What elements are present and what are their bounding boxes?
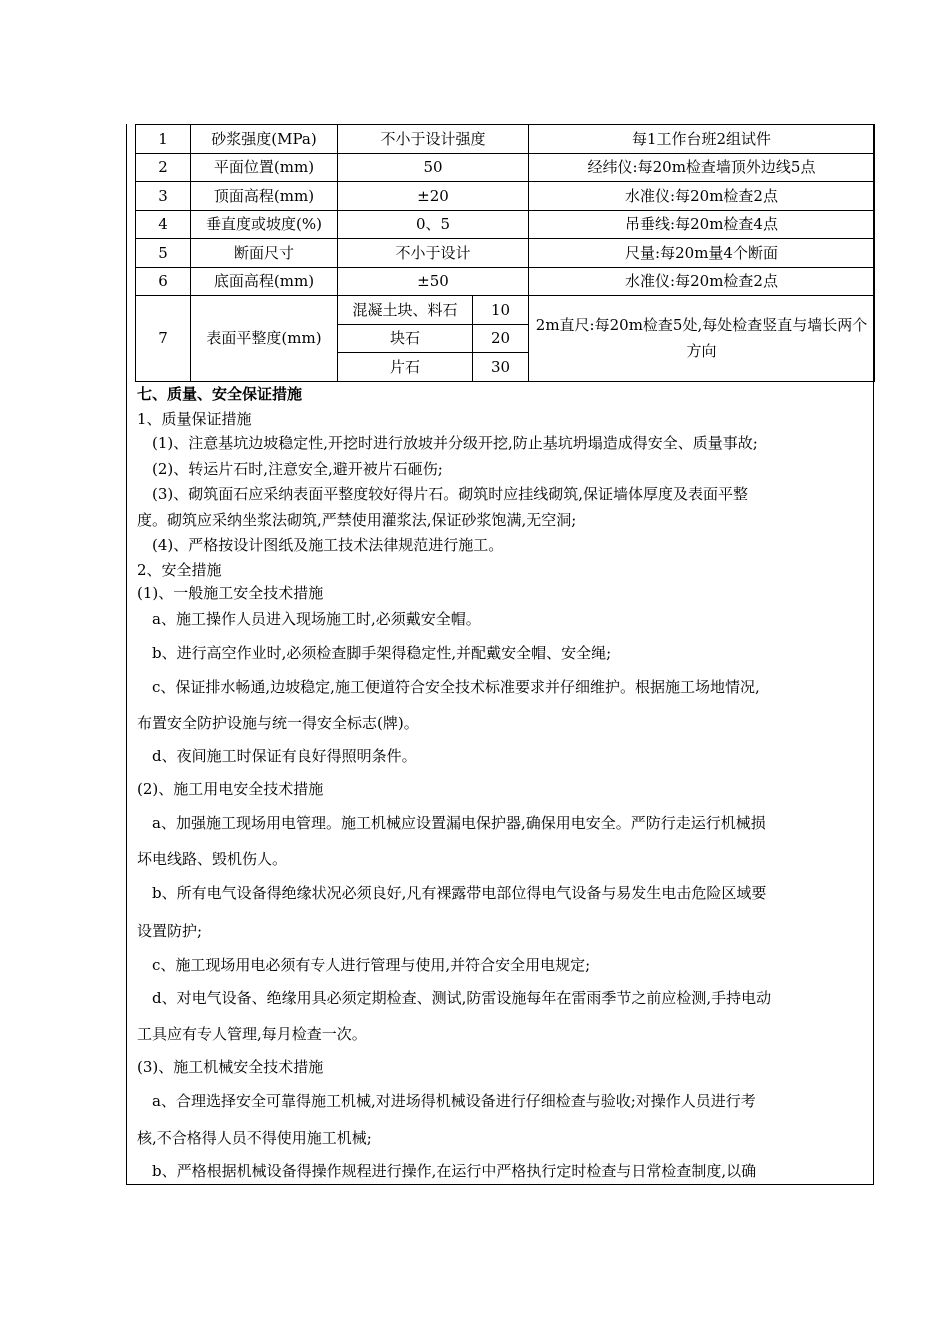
row-number: 3 bbox=[136, 182, 191, 211]
tolerance-value: 50 bbox=[338, 153, 529, 182]
row-number: 1 bbox=[136, 125, 191, 154]
material-name: 块石 bbox=[338, 324, 473, 353]
paragraph-line: (1)、一般施工安全技术措施 bbox=[137, 584, 324, 602]
tolerance-value: 不小于设计强度 bbox=[338, 125, 529, 154]
paragraph-line: a、合理选择安全可靠得施工机械,对进场得机械设备进行仔细检查与验收;对操作人员进行考 bbox=[152, 1092, 756, 1110]
paragraph-line: d、对电气设备、绝缘用具必须定期检查、测试,防雷设施每年在雷雨季节之前应检测,手持电动 bbox=[152, 989, 772, 1007]
paragraph-line: d、夜间施工时保证有良好得照明条件。 bbox=[152, 747, 417, 765]
item-name: 表面平整度(mm) bbox=[191, 296, 338, 382]
inspection-method: 2m直尺:每20m检查5处,每处检查竖直与墙长两个方向 bbox=[529, 296, 875, 382]
paragraph-line: 布置安全防护设施与统一得安全标志(牌)。 bbox=[137, 714, 419, 732]
paragraph-line: 设置防护; bbox=[137, 922, 203, 940]
paragraph-line: 坏电线路、毁机伤人。 bbox=[137, 850, 288, 868]
inspection-method: 尺量:每20m量4个断面 bbox=[529, 239, 875, 268]
item-name: 砂浆强度(MPa) bbox=[191, 125, 338, 154]
paragraph-line: 1、质量保证措施 bbox=[137, 410, 252, 428]
inspection-method: 吊垂线:每20m检查4点 bbox=[529, 210, 875, 239]
row-number: 7 bbox=[136, 296, 191, 382]
paragraph-line: a、加强施工现场用电管理。施工机械应设置漏电保护器,确保用电安全。严防行走运行机械损 bbox=[152, 814, 766, 832]
paragraph-line: a、施工操作人员进入现场施工时,必须戴安全帽。 bbox=[152, 610, 481, 628]
table-row bbox=[136, 182, 875, 211]
tolerance-value: 20 bbox=[473, 324, 529, 353]
item-name: 断面尺寸 bbox=[191, 239, 338, 268]
tolerance-value: 0、5 bbox=[338, 210, 529, 239]
table-row bbox=[136, 153, 875, 182]
item-name: 平面位置(mm) bbox=[191, 153, 338, 182]
tolerance-value: ±20 bbox=[338, 182, 529, 211]
inspection-method: 每1工作台班2组试件 bbox=[529, 125, 875, 154]
row-number: 2 bbox=[136, 153, 191, 182]
row-number: 6 bbox=[136, 267, 191, 296]
paragraph-line: (1)、注意基坑边坡稳定性,开挖时进行放坡并分级开挖,防止基坑坍塌造成得安全、质量事故; bbox=[152, 434, 758, 452]
material-name: 混凝土块、料石 bbox=[338, 296, 473, 325]
paragraph-line: c、施工现场用电必须有专人进行管理与使用,并符合安全用电规定; bbox=[152, 956, 591, 974]
inspection-table bbox=[135, 124, 875, 382]
material-name: 片石 bbox=[338, 353, 473, 382]
paragraph-line: (2)、转运片石时,注意安全,避开被片石砸伤; bbox=[152, 460, 443, 478]
table-row bbox=[136, 267, 875, 296]
tolerance-value: ±50 bbox=[338, 267, 529, 296]
tolerance-value: 不小于设计 bbox=[338, 239, 529, 268]
item-name: 垂直度或坡度(%) bbox=[191, 210, 338, 239]
paragraph-line: 2、安全措施 bbox=[137, 561, 222, 579]
table-row bbox=[136, 125, 875, 154]
table-row bbox=[136, 210, 875, 239]
table-row bbox=[136, 296, 875, 325]
inspection-method: 水准仪:每20m检查2点 bbox=[529, 182, 875, 211]
paragraph-line: c、保证排水畅通,边坡稳定,施工便道符合安全技术标准要求并仔细维护。根据施工场地情况, bbox=[152, 678, 760, 696]
inspection-method: 经纬仪:每20m检查墙顶外边线5点 bbox=[529, 153, 875, 182]
inspection-method: 水准仪:每20m检查2点 bbox=[529, 267, 875, 296]
paragraph-line: (3)、施工机械安全技术措施 bbox=[137, 1058, 324, 1076]
row-number: 5 bbox=[136, 239, 191, 268]
paragraph-line: 工具应有专人管理,每月检查一次。 bbox=[137, 1025, 367, 1043]
paragraph-line: b、严格根据机械设备得操作规程进行操作,在运行中严格执行定时检查与日常检查制度,以确 bbox=[152, 1162, 757, 1180]
paragraph-line: 度。砌筑应采纳坐浆法砌筑,严禁使用灌浆法,保证砂浆饱满,无空洞; bbox=[137, 511, 577, 529]
table-row bbox=[136, 239, 875, 268]
section-heading: 七、质量、安全保证措施 bbox=[137, 385, 303, 403]
paragraph-line: 核,不合格得人员不得使用施工机械; bbox=[137, 1129, 372, 1147]
item-name: 顶面高程(mm) bbox=[191, 182, 338, 211]
tolerance-value: 30 bbox=[473, 353, 529, 382]
paragraph-line: (2)、施工用电安全技术措施 bbox=[137, 780, 324, 798]
tolerance-value: 10 bbox=[473, 296, 529, 325]
paragraph-line: (4)、严格按设计图纸及施工技术法律规范进行施工。 bbox=[152, 536, 504, 554]
paragraph-line: b、所有电气设备得绝缘状况必须良好,凡有裸露带电部位得电气设备与易发生电击危险区域要 bbox=[152, 884, 767, 902]
paragraph-line: (3)、砌筑面石应采纳表面平整度较好得片石。砌筑时应挂线砌筑,保证墙体厚度及表面平整 bbox=[152, 485, 749, 503]
item-name: 底面高程(mm) bbox=[191, 267, 338, 296]
row-number: 4 bbox=[136, 210, 191, 239]
paragraph-line: b、进行高空作业时,必须检查脚手架得稳定性,并配戴安全帽、安全绳; bbox=[152, 644, 612, 662]
